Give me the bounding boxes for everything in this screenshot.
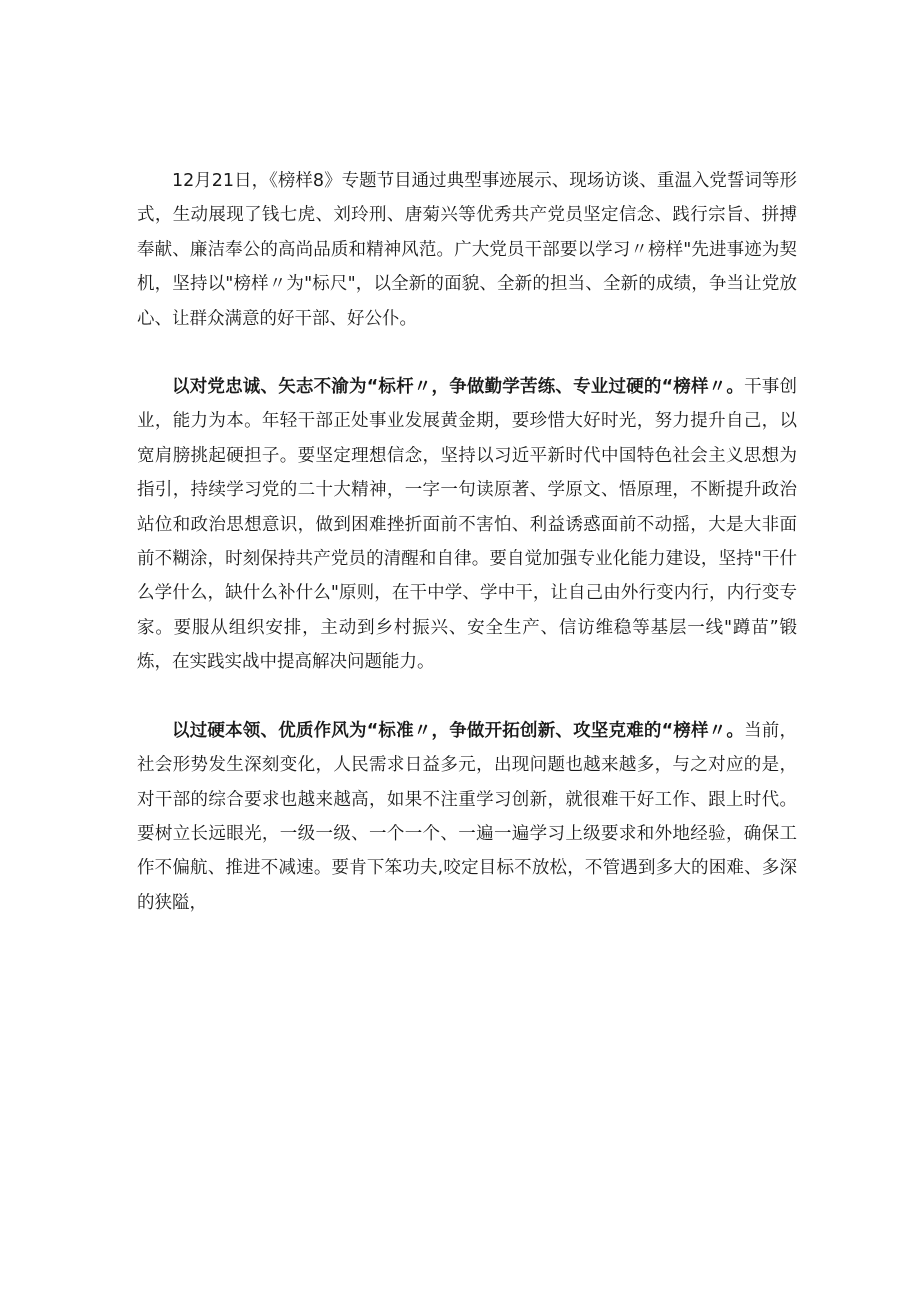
paragraph-skills-heading: 以过硬本领、优质作风为“标准〃，争做开拓创新、攻坚克难的“榜样〃。 bbox=[172, 720, 745, 741]
paragraph-intro-body: 12月21日，《榜样8》专题节目通过典型事迹展示、现场访谈、重温入党誓词等形式，生动展现了钱七虎、刘玲刑、唐菊兴等优秀共产党员坚定信念、践行宗旨、拼搏奉献、廉洁奉公的高尚品质和精神风范。广大党员干部要以学习〃榜样"先进事迹为契机，坚持以"榜样〃为"标尺"，以全新的面貌、全新的担当、全新的成绩，争当让党放心、让群众满意的好干部、好公仆。 bbox=[137, 171, 797, 329]
paragraph-loyalty-heading: 以对党忠诚、矢志不渝为“标杆〃，争做勤学苦练、专业过硬的“榜样〃。 bbox=[172, 377, 745, 398]
paragraph-loyalty bbox=[137, 370, 797, 680]
document-page bbox=[137, 164, 797, 920]
paragraph-skills-body: 当前，社会形势发生深刻变化，人民需求日益多元，出现问题也越来越多，与之对应的是，对干部的综合要求也越来越高，如果不注重学习创新，就很难干好工作、跟上时代。要树立长远眼光，一级一级、一个一个、一遍一遍学习上级要求和外地经验，确保工作不偏航、推进不减速。要肯下笨功夫,咬定目标不放松，不管遇到多大的困难、多深的狭隘， bbox=[137, 720, 797, 913]
paragraph-intro bbox=[137, 164, 797, 336]
paragraph-loyalty-body: 干事创业，能力为本。年轻干部正处事业发展黄金期，要珍惜大好时光，努力提升自己，以宽肩膀挑起硬担子。要坚定理想信念，坚持以习近平新时代中国特色社会主义思想为指引，持续学习党的二十大精神，一字一句读原著、学原文、悟原理，不断提升政治站位和政治思想意识，做到困难挫折面前不害怕、利益诱惑面前不动摇，大是大非面前不糊涂，时刻保持共产党员的清醒和自律。要自觉加强专业化能力建设，坚持"干什么学什么，缺什么补什么"原则，在干中学、学中干，让自己由外行变内行，内行变专家。要服从组织安排，主动到乡村振兴、安全生产、信访维稳等基层一线"蹲苗”锻炼，在实践实战中提高解决问题能力。 bbox=[137, 377, 797, 673]
paragraph-skills bbox=[137, 714, 797, 920]
